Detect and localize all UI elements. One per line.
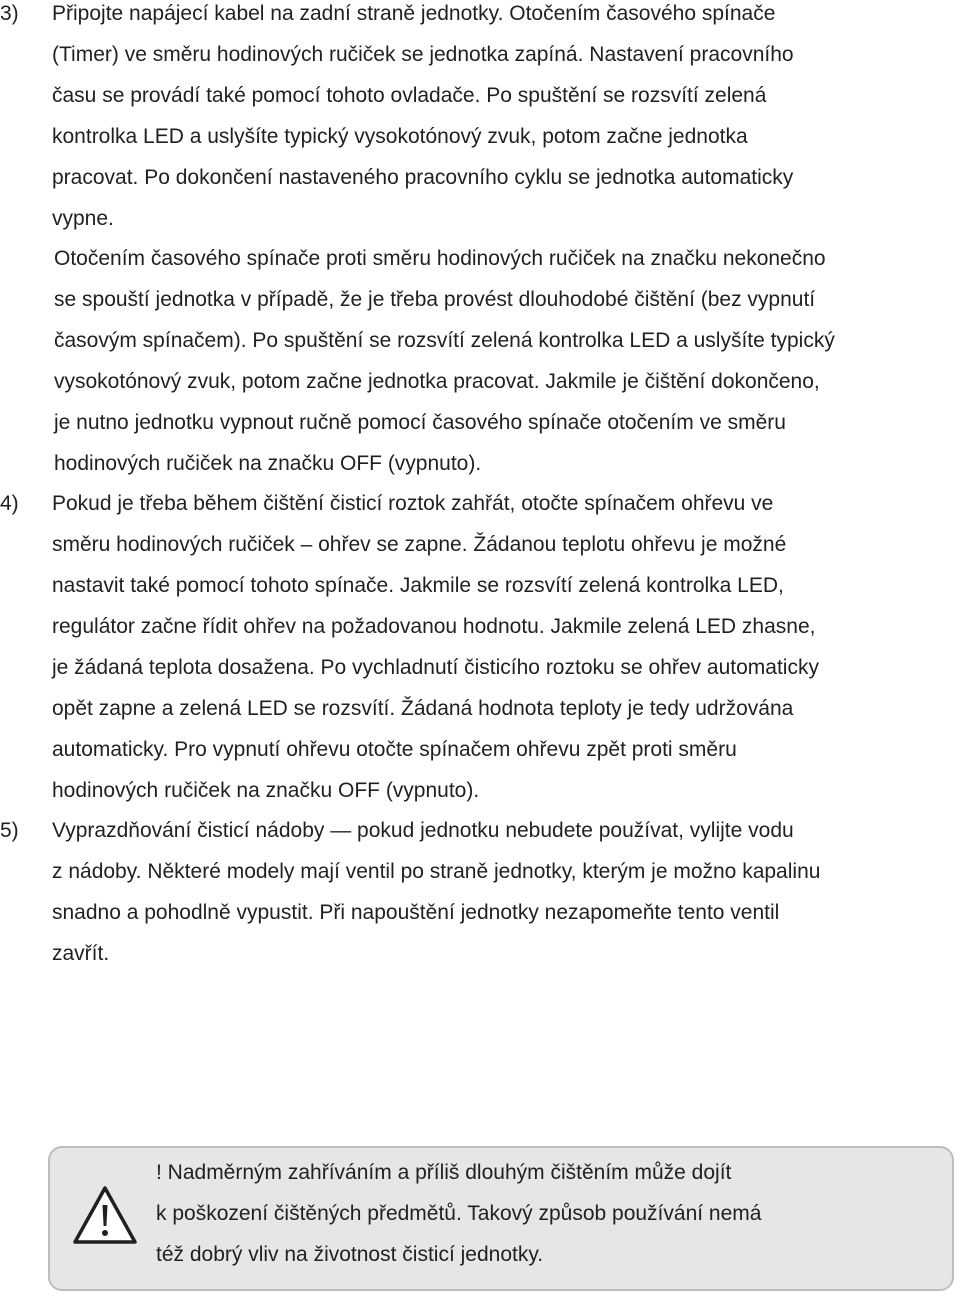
item-5-number: 5) — [0, 819, 19, 842]
item-5-line-1: Vyprazdňování čisticí nádoby — pokud jednotku nebudete používat, vylijte vodu — [52, 819, 794, 842]
item-3-line-6: vypne. — [52, 207, 114, 230]
item-5-line-4: zavřít. — [52, 942, 110, 965]
item-3-number: 3) — [0, 2, 19, 25]
item-3-line-4: kontrolka LED a uslyšíte typický vysokotónový zvuk, potom začne jednotka — [52, 125, 748, 148]
item-3-cont-line-4: vysokotónový zvuk, potom začne jednotka pracovat. Jakmile je čištění dokončeno, — [54, 370, 820, 393]
item-4-line-5: je žádaná teplota dosažena. Po vychladnutí čisticího roztoku se ohřev automaticky — [52, 656, 819, 679]
item-3-cont-line-1: Otočením časového spínače proti směru hodinových ručiček na značku nekonečno — [54, 247, 826, 270]
item-3-cont-line-3: časovým spínačem). Po spuštění se rozsvítí zelená kontrolka LED a uslyšíte typický — [54, 329, 835, 352]
item-4-line-3: nastavit také pomocí tohoto spínače. Jakmile se rozsvítí zelená kontrolka LED, — [52, 574, 784, 597]
item-5-line-2: z nádoby. Některé modely mají ventil po straně jednotky, kterým je možno kapalinu — [52, 860, 821, 883]
item-4-line-7: automaticky. Pro vypnutí ohřevu otočte spínačem ohřevu zpět proti směru — [52, 738, 737, 761]
item-3-cont-line-6: hodinových ručiček na značku OFF (vypnuto). — [54, 452, 482, 475]
item-4-line-1: Pokud je třeba během čištění čisticí roztok zahřát, otočte spínačem ohřevu ve — [52, 492, 774, 515]
item-3-line-1: Připojte napájecí kabel na zadní straně jednotky. Otočením časového spínače — [52, 2, 776, 25]
item-3-line-3: času se provádí také pomocí tohoto ovladače. Po spuštění se rozsvítí zelená — [52, 84, 767, 107]
item-4-line-6: opět zapne a zelená LED se rozsvítí. Žádaná hodnota teploty je tedy udržována — [52, 697, 794, 720]
item-3-cont-line-2: se spouští jednotka v případě, že je třeba provést dlouhodobé čištění (bez vypnutí — [54, 288, 816, 311]
item-5-line-3: snadno a pohodlně vypustit. Při napouštění jednotky nezapomeňte tento ventil — [52, 901, 780, 924]
warning-line-1: ! Nadměrným zahříváním a příliš dlouhým čištěním může dojít — [156, 1161, 732, 1184]
item-3-line-2: (Timer) ve směru hodinových ručiček se jednotka zapíná. Nastavení pracovního — [52, 43, 794, 66]
item-3-line-5: pracovat. Po dokončení nastaveného pracovního cyklu se jednotka automaticky — [52, 166, 794, 189]
warning-line-2: k poškození čištěných předmětů. Takový způsob používání nemá — [156, 1202, 762, 1225]
warning-line-3: též dobrý vliv na životnost čisticí jednotky. — [156, 1243, 544, 1266]
item-4-line-2: směru hodinových ručiček – ohřev se zapne. Žádanou teplotu ohřevu je možné — [52, 533, 787, 556]
item-4-number: 4) — [0, 492, 19, 515]
item-4-line-4: regulátor začne řídit ohřev na požadovanou hodnotu. Jakmile zelená LED zhasne, — [52, 615, 816, 638]
warning-triangle-icon — [72, 1185, 138, 1245]
item-4-line-8: hodinových ručiček na značku OFF (vypnuto). — [52, 779, 480, 802]
item-3-cont-line-5: je nutno jednotku vypnout ručně pomocí časového spínače otočením ve směru — [54, 411, 786, 434]
